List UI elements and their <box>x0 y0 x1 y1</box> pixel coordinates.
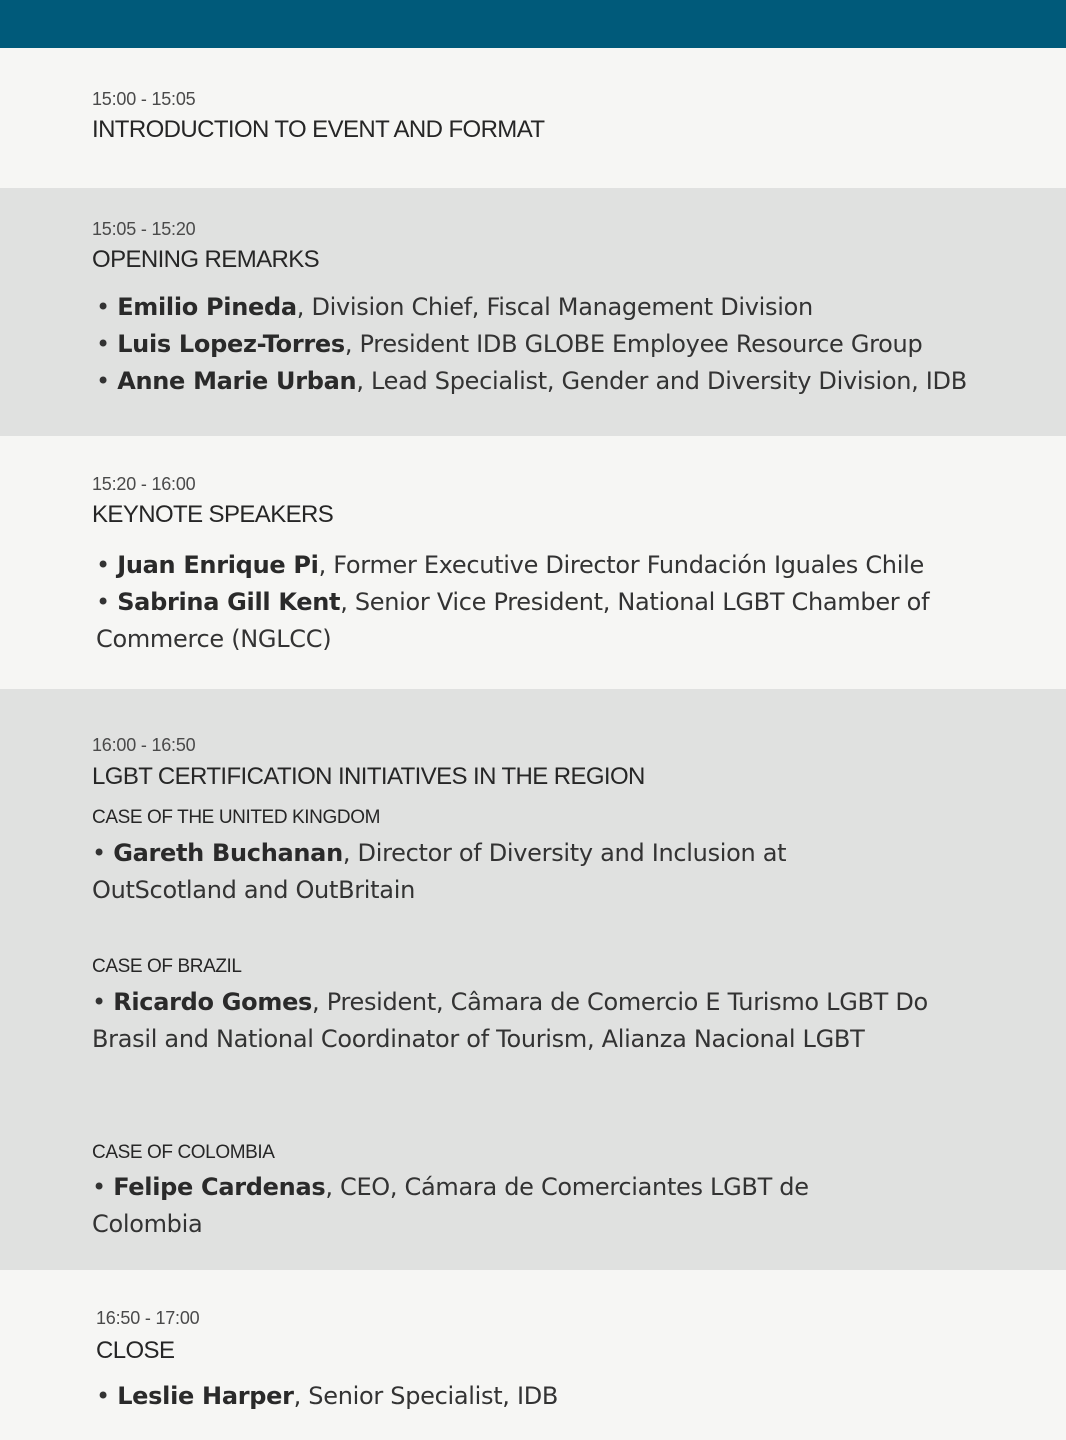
speaker-role: , Lead Specialist, Gender and Diversity Division, IDB <box>356 367 967 395</box>
speaker-name: Gareth Buchanan <box>113 839 343 867</box>
session-title: KEYNOTE SPEAKERS <box>92 501 334 528</box>
speaker-name: Luis Lopez-Torres <box>117 330 345 358</box>
session-title: LGBT CERTIFICATION INITIATIVES IN THE REGION <box>92 763 645 790</box>
case-heading-uk: CASE OF THE UNITED KINGDOM <box>92 807 380 828</box>
session-time: 16:50 - 17:00 <box>96 1308 200 1328</box>
speaker-role: , President IDB GLOBE Employee Resource Group <box>344 330 923 358</box>
session-lgbt-certification <box>0 689 1066 1270</box>
speaker-role: , CEO, Cámara de Comerciantes LGBT de Colombia <box>92 1173 809 1238</box>
speaker-name: Felipe Cardenas <box>113 1173 326 1201</box>
speaker-item: • Felipe Cardenas, CEO, Cámara de Comerciantes LGBT de Colombia <box>92 1173 809 1238</box>
session-time: 15:00 - 15:05 <box>92 89 196 109</box>
speaker-name: Ricardo Gomes <box>113 988 313 1016</box>
speaker-item: • Ricardo Gomes, President, Câmara de Comercio E Turismo LGBT Do Brasil and National Coordinator of Tourism, Alianza Nacional LGBT <box>92 988 928 1053</box>
speaker-item: • Luis Lopez-Torres, President IDB GLOBE Employee Resource Group <box>96 330 923 358</box>
session-time: 16:00 - 16:50 <box>92 735 196 755</box>
session-time: 15:05 - 15:20 <box>92 219 196 239</box>
speaker-item: • Anne Marie Urban, Lead Specialist, Gender and Diversity Division, IDB <box>96 367 967 395</box>
speaker-item: • Gareth Buchanan, Director of Diversity and Inclusion at OutScotland and OutBritain <box>92 839 787 904</box>
speaker-name: Leslie Harper <box>117 1382 294 1410</box>
case-heading-brazil: CASE OF BRAZIL <box>92 956 242 977</box>
session-title: OPENING REMARKS <box>92 246 320 273</box>
speaker-item: • Sabrina Gill Kent, Senior Vice President, National LGBT Chamber of Commerce (NGLCC) <box>96 588 930 653</box>
speaker-role: , Director of Diversity and Inclusion at OutScotland and OutBritain <box>92 839 787 904</box>
session-title: INTRODUCTION TO EVENT AND FORMAT <box>92 116 545 143</box>
speaker-role: , Division Chief, Fiscal Management Division <box>296 293 813 321</box>
header-bar <box>0 0 1066 48</box>
speaker-name: Sabrina Gill Kent <box>117 588 341 616</box>
session-introduction <box>0 48 1066 188</box>
speaker-name: Emilio Pineda <box>117 293 297 321</box>
speaker-role: , Senior Specialist, IDB <box>293 1382 559 1410</box>
speaker-list <box>96 547 976 658</box>
speaker-name: Anne Marie Urban <box>117 367 357 395</box>
speaker-item: • Leslie Harper, Senior Specialist, IDB <box>96 1382 559 1410</box>
speaker-name: Juan Enrique Pi <box>117 551 319 579</box>
session-keynote-speakers <box>0 436 1066 689</box>
speaker-item: • Juan Enrique Pi, Former Executive Director Fundación Iguales Chile <box>96 551 924 579</box>
speaker-role: , Former Executive Director Fundación Iguales Chile <box>318 551 924 579</box>
speaker-role: , President, Câmara de Comercio E Turismo LGBT Do Brasil and National Coordinator of Tourism, Alianza Nacional LGBT <box>92 988 928 1053</box>
session-opening-remarks <box>0 188 1066 436</box>
speaker-role: , Senior Vice President, National LGBT Chamber of Commerce (NGLCC) <box>96 588 930 653</box>
case-heading-colombia: CASE OF COLOMBIA <box>92 1142 275 1163</box>
session-time: 15:20 - 16:00 <box>92 474 196 494</box>
speaker-list <box>96 1378 996 1415</box>
session-close <box>0 1270 1066 1440</box>
speaker-list <box>96 289 1036 400</box>
session-title: CLOSE <box>96 1337 175 1364</box>
speaker-item: • Emilio Pineda, Division Chief, Fiscal Management Division <box>96 293 813 321</box>
